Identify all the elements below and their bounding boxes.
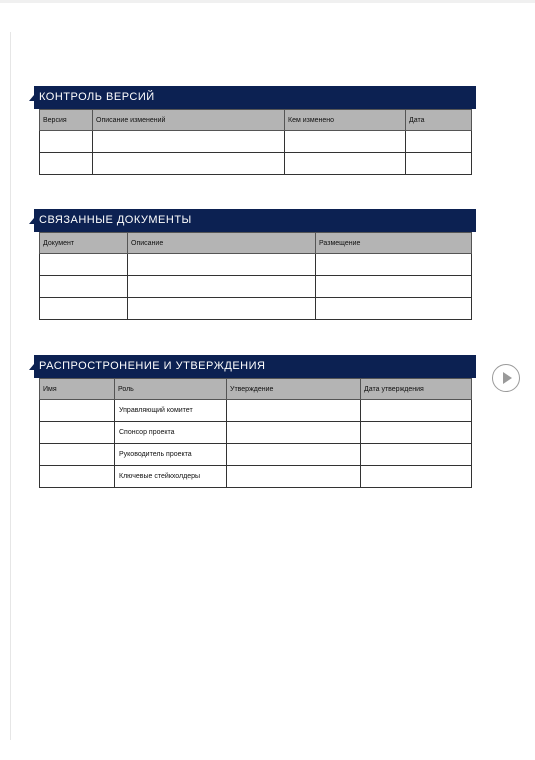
section-title: СВЯЗАННЫЕ ДОКУМЕНТЫ xyxy=(34,209,476,232)
column-header: Дата утверждения xyxy=(361,379,472,400)
table-cell[interactable] xyxy=(40,298,128,320)
column-header: Кем изменено xyxy=(285,110,406,131)
table-cell[interactable] xyxy=(361,444,472,466)
column-header: Дата xyxy=(406,110,472,131)
table-cell[interactable] xyxy=(316,254,472,276)
column-header: Утверждение xyxy=(227,379,361,400)
table-cell[interactable] xyxy=(227,422,361,444)
table-cell[interactable] xyxy=(361,400,472,422)
table-cell[interactable] xyxy=(40,466,115,488)
version-control-table xyxy=(39,109,472,175)
table-header-row xyxy=(40,233,472,254)
table-cell[interactable] xyxy=(406,153,472,175)
table-cell[interactable] xyxy=(40,444,115,466)
role-cell[interactable]: Ключевые стейкхолдеры xyxy=(115,466,227,488)
related-documents-table xyxy=(39,232,472,320)
table-cell[interactable] xyxy=(406,131,472,153)
role-cell[interactable]: Управляющий комитет xyxy=(115,400,227,422)
table-cell[interactable] xyxy=(361,466,472,488)
table-cell[interactable] xyxy=(40,422,115,444)
table-cell[interactable] xyxy=(40,153,93,175)
table-cell[interactable] xyxy=(40,131,93,153)
page-edge xyxy=(10,32,11,740)
next-page-button[interactable] xyxy=(492,364,520,392)
table-cell[interactable] xyxy=(316,276,472,298)
column-header: Роль xyxy=(115,379,227,400)
table-cell[interactable] xyxy=(316,298,472,320)
table-row xyxy=(40,153,472,175)
table-row xyxy=(40,444,472,466)
role-cell[interactable]: Спонсор проекта xyxy=(115,422,227,444)
table-cell[interactable] xyxy=(128,276,316,298)
section-title: КОНТРОЛЬ ВЕРСИЙ xyxy=(34,86,476,109)
column-header: Версия xyxy=(40,110,93,131)
play-icon xyxy=(503,372,512,384)
table-row xyxy=(40,131,472,153)
table-cell[interactable] xyxy=(128,254,316,276)
column-header: Описание изменений xyxy=(93,110,285,131)
distribution-section xyxy=(34,355,476,488)
column-header: Документ xyxy=(40,233,128,254)
table-cell[interactable] xyxy=(40,276,128,298)
table-cell[interactable] xyxy=(285,131,406,153)
version-control-section xyxy=(34,86,476,175)
table-row xyxy=(40,276,472,298)
distribution-table xyxy=(39,378,472,488)
top-toolbar-strip xyxy=(0,0,535,3)
section-title: РАСПРОСТРОНЕНИЕ И УТВЕРЖДЕНИЯ xyxy=(34,355,476,378)
role-cell[interactable]: Руководитель проекта xyxy=(115,444,227,466)
table-row xyxy=(40,400,472,422)
table-row xyxy=(40,466,472,488)
table-cell[interactable] xyxy=(227,400,361,422)
table-cell[interactable] xyxy=(40,400,115,422)
table-cell[interactable] xyxy=(227,444,361,466)
table-cell[interactable] xyxy=(40,254,128,276)
table-row xyxy=(40,254,472,276)
table-cell[interactable] xyxy=(227,466,361,488)
related-documents-section xyxy=(34,209,476,320)
column-header: Описание xyxy=(128,233,316,254)
table-row xyxy=(40,422,472,444)
table-cell[interactable] xyxy=(93,131,285,153)
table-cell[interactable] xyxy=(128,298,316,320)
table-cell[interactable] xyxy=(93,153,285,175)
table-cell[interactable] xyxy=(361,422,472,444)
table-header-row xyxy=(40,110,472,131)
column-header: Размещение xyxy=(316,233,472,254)
table-cell[interactable] xyxy=(285,153,406,175)
table-row xyxy=(40,298,472,320)
column-header: Имя xyxy=(40,379,115,400)
table-header-row xyxy=(40,379,472,400)
